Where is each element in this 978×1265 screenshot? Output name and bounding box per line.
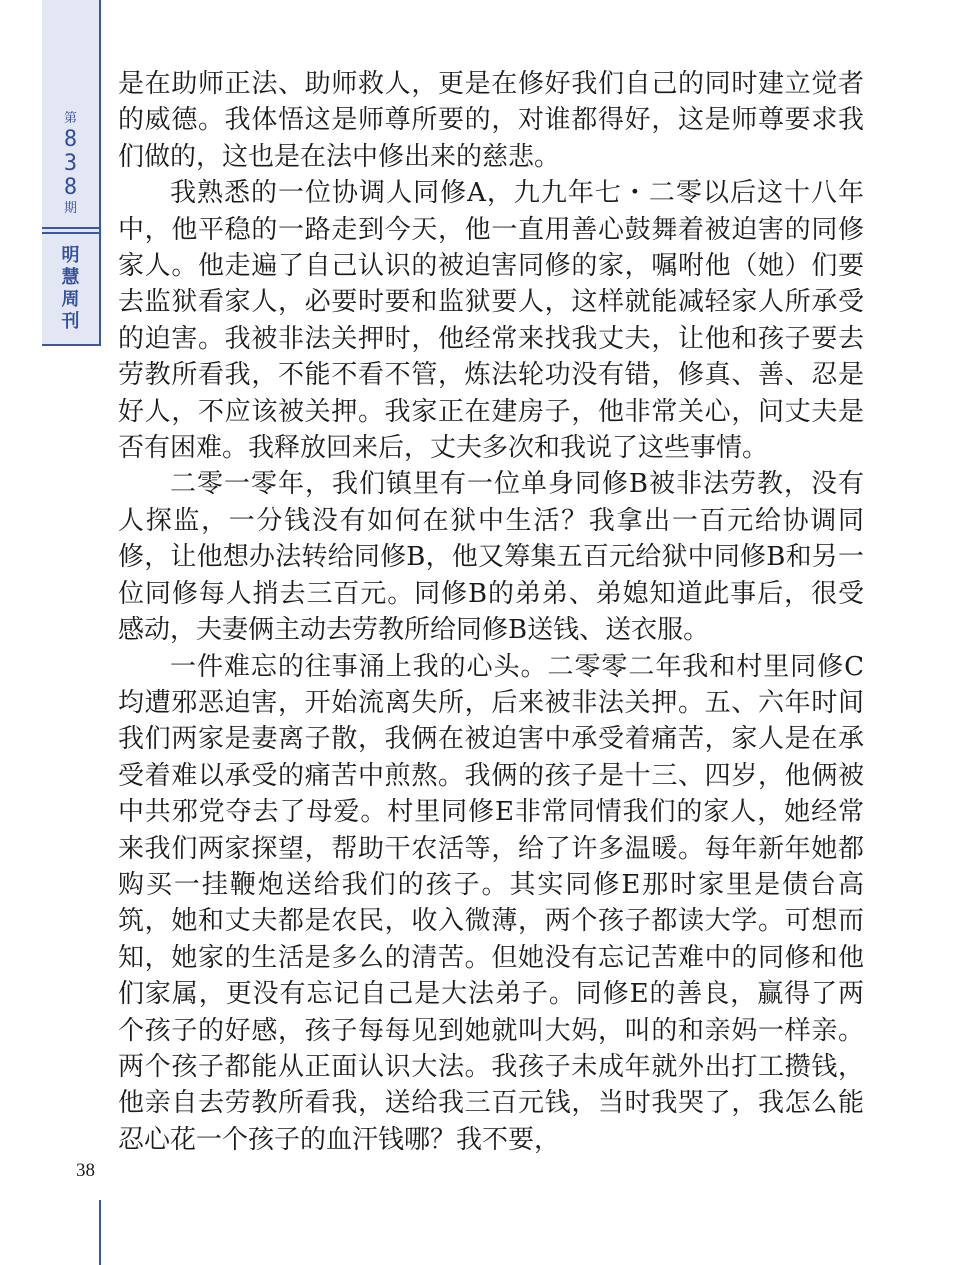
margin-rule-bottom (99, 1200, 101, 1265)
issue-digit: 3 (63, 151, 78, 176)
publication-char: 慧 (61, 267, 80, 288)
margin-rule-top (99, 0, 101, 346)
paragraph: 是在助师正法、助师救人，更是在修好我们自己的同时建立觉者的威德。我体悟这是师尊所要的，对谁都得好，这是师尊要求我们做的，这也是在法中修出来的慈悲。 (118, 69, 864, 172)
issue-digit: 8 (63, 127, 78, 152)
page-number: 38 (76, 1160, 95, 1181)
issue-label (42, 110, 99, 218)
paragraph: 一件难忘的往事涌上我的心头。二零零二年我和村里同修C均遭邪恶迫害，开始流离失所，后来被非法关押。五、六年时间我们两家是妻离子散，我俩在被迫害中承受着痛苦，家人是在承受着难以承受的痛苦中煎熬。我俩的孩子是十三、四岁，他俩被中共邪党夺去了母爱。村里同修E非常同情我们的家人，她经常来我们两家探望，帮助干农活等，给了许多温暖。每年新年她都购买一挂鞭炮送给我们的孩子。其实同修E那时家里是债台高筑，她和丈夫都是农民，收入微薄，两个孩子都读大学。可想而知，她家的生活是多么的清苦。但她没有忘记苦难中的同修和他们家属，更没有忘记自己是大法弟子。同修E的善良，赢得了两个孩子的好感，孩子每每见到她就叫大妈，叫的和亲妈一样亲。两个孩子都能从正面认识大法。我孩子未成年就外出打工攒钱，他亲自去劳教所看我，送给我三百元钱，当时我哭了，我怎么能忍心花一个孩子的血汗钱哪？我不要， (118, 651, 864, 1155)
issue-suffix: 期 (63, 201, 77, 216)
paragraph: 二零一零年，我们镇里有一位单身同修B被非法劳教，没有人探监，一分钱没有如何在狱中生活？我拿出一百元给协调同修，让他想办法转给同修B，他又筹集五百元给狱中同修B和另一位同修每人捎去三百元。同修B的弟弟、弟媳知道此事后，很受感动，夫妻俩主动去劳教所给同修B送钱、送衣服。 (118, 469, 864, 646)
divider-line (42, 344, 100, 346)
publication-name (42, 245, 99, 333)
issue-prefix: 第 (63, 111, 77, 126)
publication-char: 刊 (61, 311, 80, 332)
publication-char: 明 (61, 245, 80, 266)
paragraph: 我熟悉的一位协调人同修A，九九年七・二零以后这十八年中，他平稳的一路走到今天，他一直用善心鼓舞着被迫害的同修家人。他走遍了自己认识的被迫害同修的家，嘱咐他（她）们要去监狱看家人，必要时要和监狱要人，这样就能减轻家人所承受的迫害。我被非法关押时，他经常来找我丈夫，让他和孩子要去劳教所看我，不能不看不管，炼法轮功没有错，修真、善、忍是好人，不应该被关押。我家正在建房子，他非常关心，问丈夫是否有困难。我释放回来后，丈夫多次和我说了这些事情。 (118, 178, 864, 464)
divider-line (42, 232, 100, 234)
article-body (118, 66, 864, 1158)
divider-line (42, 227, 100, 229)
issue-digit: 8 (63, 175, 78, 200)
publication-char: 周 (61, 289, 80, 310)
